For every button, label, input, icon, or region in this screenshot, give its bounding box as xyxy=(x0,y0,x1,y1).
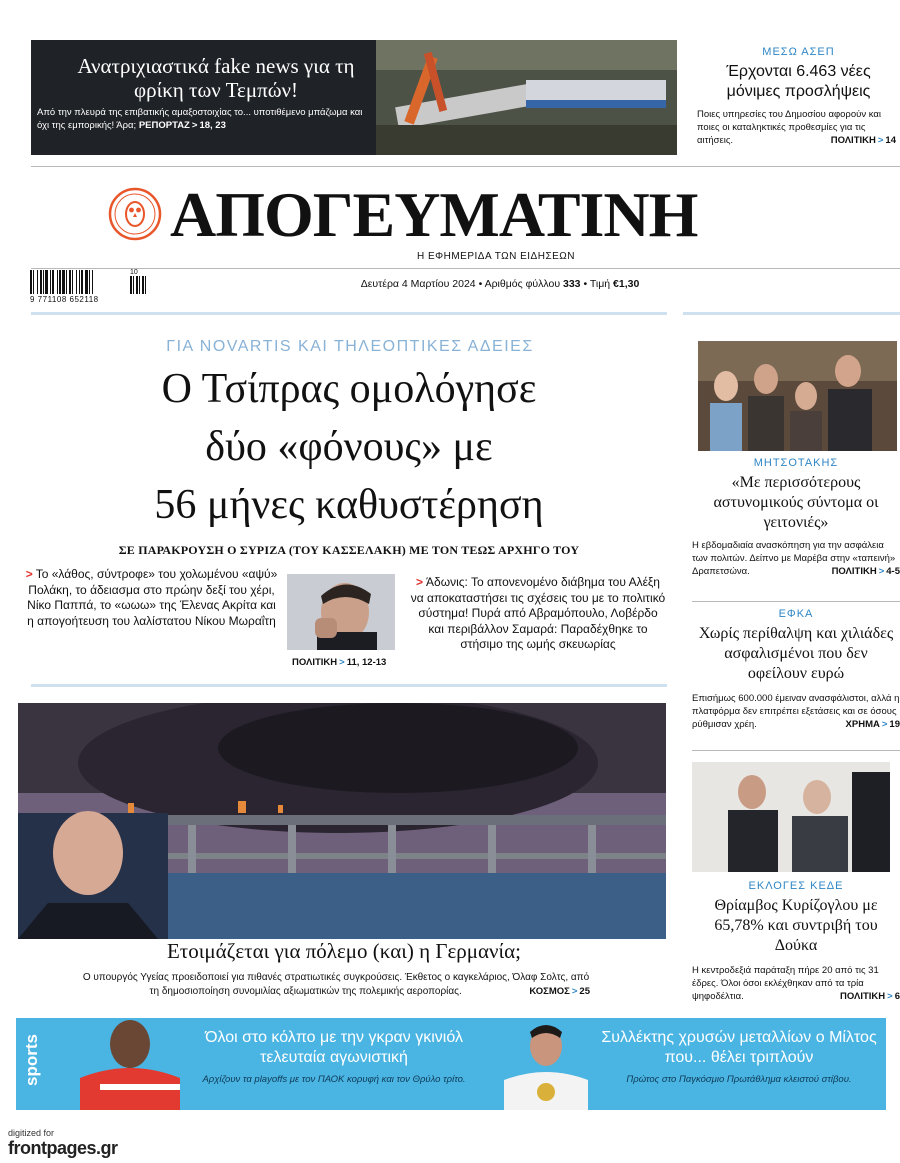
masthead-logo-emblem xyxy=(108,187,162,241)
germany-body: Ο υπουργός Υγείας προειδοποιεί για πιθανές στρατιωτικές συγκρούσεις. Έκθετος ο καγκελάριος, Όλαφ Σολτς, από τη δημοσιοποίηση συνομιλίας αξιωματικών της πολεμικής αεροπορίας. ΚΟΣΜΟΣ > 25 xyxy=(82,972,590,997)
barcode-bar xyxy=(76,270,77,294)
lead-headline-line1: Ο Τσίπρας ομολόγησε xyxy=(161,366,537,412)
barcode-bar xyxy=(33,270,34,294)
top-right-body: Ποιες υπηρεσίες του Δημοσίου αφορούν και ποιες οι καταληκτικές προθεσμίες για τις αιτήσεις. ΠΟΛΙΤΙΚΗ > 14 xyxy=(697,109,896,146)
kede-ref[interactable]: ΠΟΛΙΤΙΚΗ > 6 xyxy=(840,991,900,1002)
kede-headline: Θρίαμβος Κυρίζογλου με 65,78% και συντριβή του Δούκα xyxy=(714,897,878,954)
barcode-addon-bar xyxy=(133,276,134,294)
tempi-train-photo xyxy=(376,40,677,155)
lead-bottom-rule xyxy=(31,684,667,687)
lead-top-rule xyxy=(31,312,667,315)
barcode-bar xyxy=(52,270,54,294)
sports-left-headline: Όλοι στο κόλπο με την γκραν γκινιόλ τελευταία αγωνιστική xyxy=(205,1029,463,1066)
top-right-kicker: ΜΕΣΩ ΑΣΕΠ xyxy=(762,46,835,58)
barcode-bar xyxy=(45,270,48,294)
lead-right-bullet: > xyxy=(416,575,424,589)
barcode-bar xyxy=(57,270,58,294)
kede-story[interactable] xyxy=(692,880,900,1003)
kede-body: Η κεντροδεξιά παράταξη πήρε 20 από τις 31 έδρες. Όλοι όσοι εκλέχθηκαν από τα τρία ψηφοδέλτια. ΠΟΛΙΤΙΚΗ > 6 xyxy=(692,965,900,1002)
sidebar-rule-1 xyxy=(692,601,900,602)
barcode-addon-bar xyxy=(136,276,138,294)
barcode-bar xyxy=(40,270,42,294)
efka-headline: Χωρίς περίθαλψη και χιλιάδες ασφαλισμένοι που δεν οφείλουν ευρώ xyxy=(698,625,894,682)
issue-line: Δευτέρα 4 Μαρτίου 2024 • Αριθμός φύλλου 333 • Τιμή €1,30 xyxy=(360,278,640,290)
barcode xyxy=(30,270,148,306)
barcode-bar xyxy=(62,270,65,294)
barcode-addon-bar xyxy=(130,276,132,294)
mitsotakis-headline: «Με περισσότερους αστυνομικούς σύντομα οι γειτονιές» xyxy=(713,474,879,531)
barcode-bar xyxy=(37,270,38,294)
top-banner-headline: Ανατριχιαστικά fake news για τη φρίκη των Τεμπών! xyxy=(77,54,355,102)
athlete-photo xyxy=(494,1018,594,1110)
germany-headline[interactable]: Ετοιμάζεται για πόλεμο (και) η Γερμανία; xyxy=(166,939,522,963)
lead-headline-line3: 56 μήνες καθυστέρηση xyxy=(154,482,544,528)
footer-site[interactable]: frontpages.gr xyxy=(8,1138,118,1158)
lead-ref[interactable]: ΠΟΛΙΤΙΚΗ > 11, 12-13 xyxy=(292,657,387,668)
efka-story[interactable] xyxy=(692,608,900,731)
top-banner-ref[interactable]: ΡΕΠΟΡΤΑΖ > 18, 23 xyxy=(138,120,226,131)
mitsotakis-photo xyxy=(698,341,897,451)
lead-kicker: ΓΙΑ NOVARTIS ΚΑΙ ΤΗΛΕΟΠΤΙΚΕΣ ΑΔΕΙΕΣ xyxy=(166,338,534,355)
top-rule xyxy=(31,166,900,167)
masthead-rule xyxy=(31,268,900,269)
kede-kicker: ΕΚΛΟΓΕΣ ΚΕΔΕ xyxy=(748,880,844,892)
football-player-photo xyxy=(60,1018,180,1110)
kede-photo xyxy=(692,762,890,872)
barcode-bar xyxy=(85,270,88,294)
efka-kicker: ΕΦΚΑ xyxy=(778,608,814,620)
lead-right-column: > Άδωνις: Το απονενομένο διάβημα του Αλέξη να αποκαταστήσει τις σχέσεις του με το πολιτικό σύστημα! Πυρά από Αβραμόπουλο, Λοβέρδο και περιβάλλον Σαμαρά: Παραδέχθηκε το στήσιμο της ωμής σκευωρίας xyxy=(410,575,666,651)
lead-headline-line2: δύο «φόνους» με xyxy=(205,424,493,470)
sports-tag: sports xyxy=(22,1034,41,1086)
tsipras-photo xyxy=(287,574,395,650)
top-banner[interactable] xyxy=(31,40,677,155)
barcode-bar xyxy=(50,270,51,294)
barcode-bar xyxy=(81,270,83,294)
top-banner-body: Από την πλευρά της επιβατικής αμαξοστοιχίας το... υποτιθέμενο μπάζωμα και όχι της εμπορικής! Άρα; ΡΕΠΟΡΤΑΖ > 18, 23 xyxy=(37,107,363,131)
sports-left-body: Αρχίζουν τα playoffs με τον ΠΑΟΚ κορυφή και τον Θρύλο τρίτο. xyxy=(202,1074,466,1085)
barcode-bar xyxy=(72,270,73,294)
barcode-addon-bar xyxy=(142,276,144,294)
masthead-tagline: Η ΕΦΗΜΕΡΙΔΑ ΤΩΝ ΕΙΔΗΣΕΩΝ xyxy=(416,251,575,262)
footer-digitized: digitized for xyxy=(8,1128,55,1138)
lead-left-column: > Το «λάθος, σύντροφε» του χολωμένου «αψύ» Πολάκη, το άδειασμα στο πρώην δεξί του χέρι, Νίκο Παππά, το «ωωω» της Έλενας Ακρίτα και η απογοήτευση του λαλίστατου Νίκου Μωραΐτη xyxy=(25,567,278,628)
top-right-story[interactable] xyxy=(697,46,900,166)
barcode-bar xyxy=(30,270,32,294)
barcode-bar xyxy=(89,270,90,294)
sports-right-headline: Συλλέκτης χρυσών μεταλλίων ο Μίλτος που... θέλει τριπλούν xyxy=(601,1029,877,1066)
lead-left-bullet: > xyxy=(25,567,33,581)
top-right-headline: Έρχονται 6.463 νέες μόνιμες προσλήψεις xyxy=(726,63,871,100)
barcode-bar xyxy=(69,270,71,294)
lead-headline[interactable] xyxy=(31,360,667,534)
mitsotakis-body: Η εβδομαδιαία ανασκόπηση για την ασφάλεια των πολιτών. Δείπνο με Μαρέβα στην «ταπεινή» Δραπετσώνα. ΠΟΛΙΤΙΚΗ > 4-5 xyxy=(692,540,900,577)
sidebar-rule-2 xyxy=(692,750,900,751)
efka-body: Επισήμως 600.000 έμειναν ανασφάλιστοι, αλλά η πλατφόρμα δεν επιτρέπει εξετάσεις και σε όσους ρύθμισαν χρέη. ΧΡΗΜΑ > 19 xyxy=(692,693,900,730)
barcode-bar xyxy=(43,270,44,294)
mitsotakis-story[interactable] xyxy=(692,457,900,578)
sports-band[interactable] xyxy=(16,1018,886,1110)
sports-right-body: Πρώτος στο Παγκόσμιο Πρωτάθλημα κλειστού στίβου. xyxy=(626,1074,852,1085)
barcode-addon-bar xyxy=(145,276,146,294)
barcode-bar xyxy=(92,270,93,294)
lead-subhead: ΣΕ ΠΑΡΑΚΡΟΥΣΗ Ο ΣΥΡΙΖΑ (ΤΟΥ ΚΑΣΣΕΛΑΚΗ) ΜΕ ΤΟΝ ΤΕΩΣ ΑΡΧΗΓΟ ΤΟΥ xyxy=(118,543,580,557)
germany-ref[interactable]: ΚΟΣΜΟΣ > 25 xyxy=(529,985,590,997)
barcode-addon: 10 xyxy=(130,269,138,276)
barcode-bar xyxy=(79,270,80,294)
top-right-ref[interactable]: ΠΟΛΙΤΙΚΗ > 14 xyxy=(830,135,896,146)
barcode-bar xyxy=(59,270,61,294)
barcode-addon-bar xyxy=(139,276,140,294)
sidebar-top-rule xyxy=(683,312,900,315)
mitsotakis-ref[interactable]: ΠΟΛΙΤΙΚΗ > 4-5 xyxy=(831,566,900,577)
masthead-title: ΑΠΟΓΕΥΜΑΤΙΝΗ xyxy=(170,179,698,250)
barcode-bar xyxy=(66,270,67,294)
mitsotakis-kicker: ΜΗΤΣΟΤΑΚΗΣ xyxy=(753,457,839,469)
efka-ref[interactable]: ΧΡΗΜΑ > 19 xyxy=(845,719,900,730)
barcode-digits: 9 771108 652118 xyxy=(30,295,99,304)
kerch-bridge-photo xyxy=(18,703,666,939)
